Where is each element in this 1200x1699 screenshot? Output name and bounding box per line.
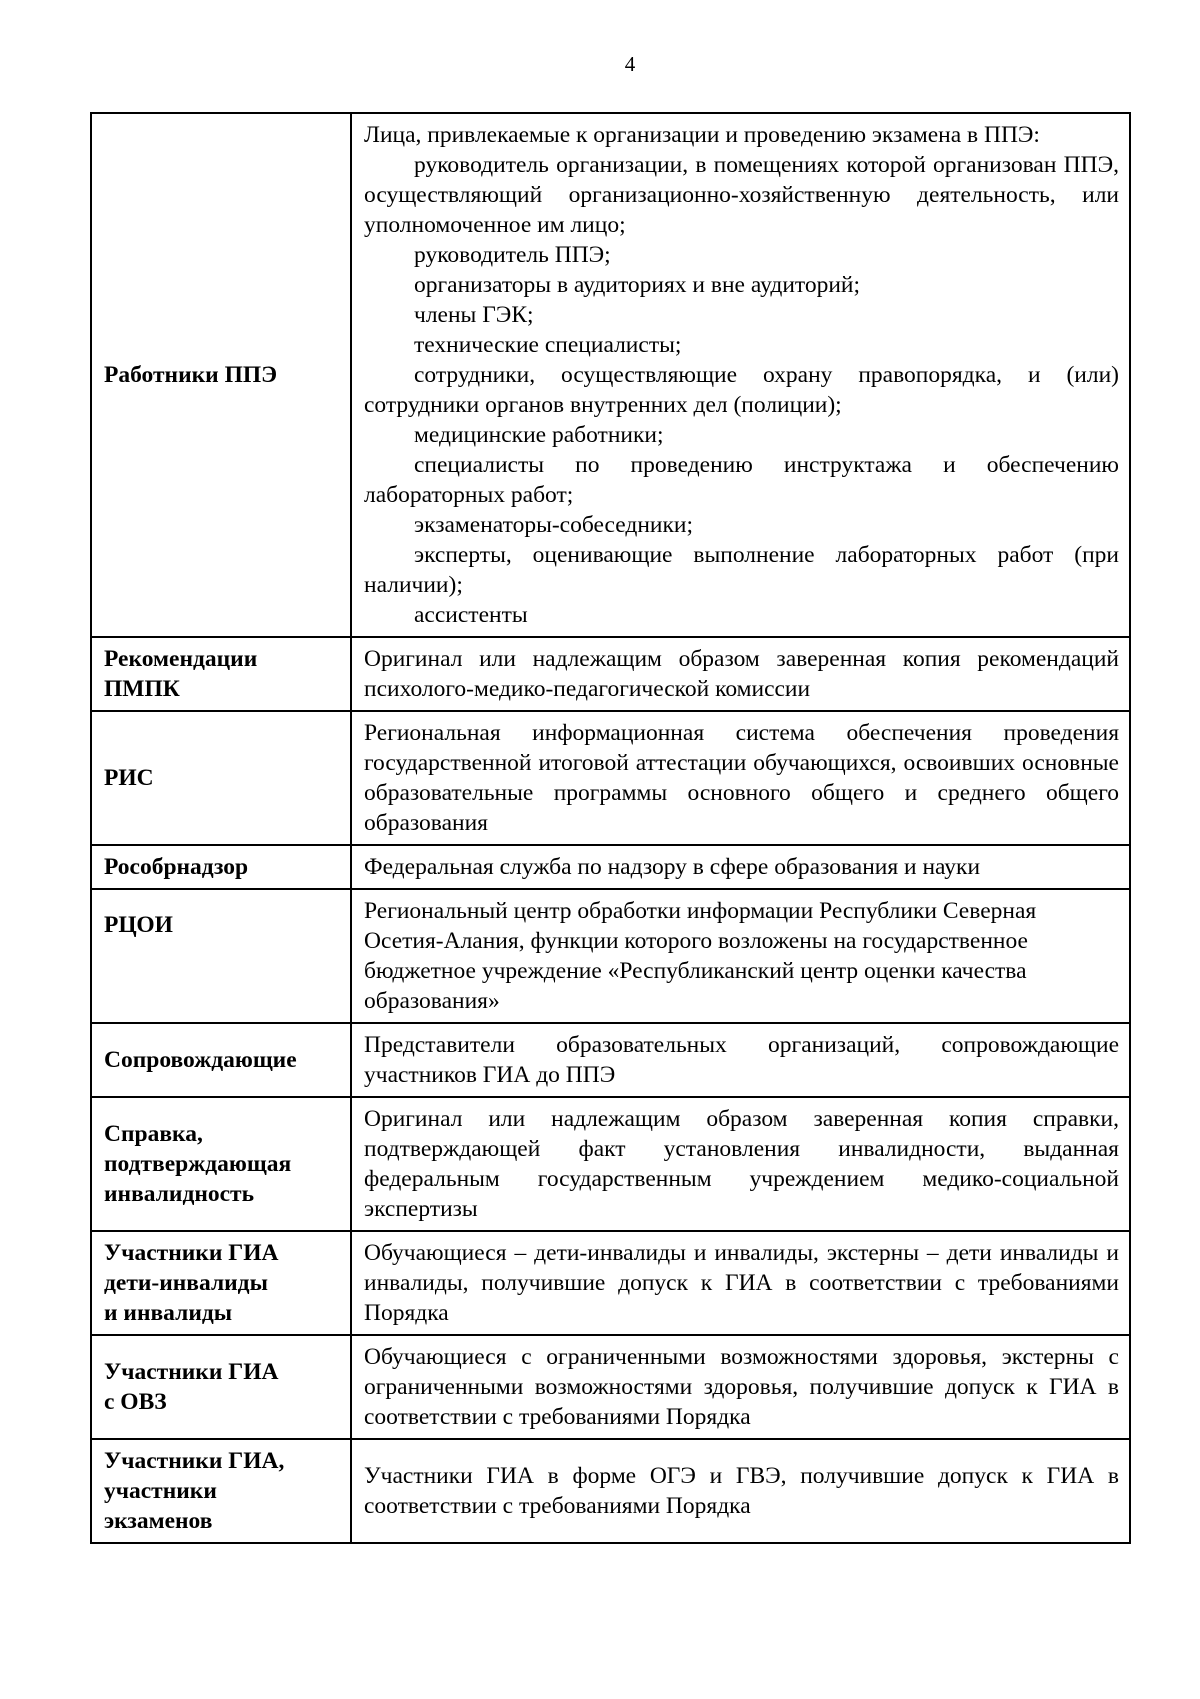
term-cell: [91, 1231, 351, 1335]
table-row: [91, 1335, 1130, 1439]
term-label: Участники ГИА, участники экзаменов: [104, 1448, 285, 1534]
term-cell: [91, 1335, 351, 1439]
table-row: [91, 711, 1130, 845]
definition-cell: Представители образовательных организаций, сопровождающие участников ГИА до ППЭ: [351, 1023, 1130, 1097]
list-item: медицинские работники;: [414, 422, 664, 448]
list-item: руководитель организации, в помещениях которой организован ППЭ, осуществляющий организационно-хозяйственную деятельность, или уполномоченное им лицо;: [364, 152, 1119, 238]
table-row: [91, 113, 1130, 637]
term-label: Справка, подтверждающая инвалидность: [104, 1121, 292, 1207]
term-label: РИС: [104, 765, 154, 791]
table-row: [91, 889, 1130, 1023]
list-item: члены ГЭК;: [414, 302, 534, 328]
list-item: технические специалисты;: [414, 332, 682, 358]
term-cell: [91, 1097, 351, 1231]
table-row: [91, 637, 1130, 711]
definition-cell: Оригинал или надлежащим образом заверенная копия справки, подтверждающей факт установления инвалидности, выданная федеральным государственным учреждением медико-социальной экспертизы: [351, 1097, 1130, 1231]
term-cell: [91, 113, 351, 637]
table-row: [91, 1231, 1130, 1335]
definition-intro: Лица, привлекаемые к организации и проведению экзамена в ППЭ:: [364, 122, 1040, 148]
definition-cell: Обучающиеся – дети-инвалиды и инвалиды, экстерны – дети инвалиды и инвалиды, получившие допуск к ГИА в соответствии с требованиями Порядка: [351, 1231, 1130, 1335]
definition-cell: [351, 113, 1130, 637]
table-row: [91, 1097, 1130, 1231]
term-cell: [91, 889, 351, 1023]
table-row: [91, 1023, 1130, 1097]
term-label: Рособрнадзор: [104, 854, 249, 880]
term-cell: [91, 1023, 351, 1097]
list-item: сотрудники, осуществляющие охрану правопорядка, и (или) сотрудники органов внутренних дел (полиции);: [364, 362, 1119, 418]
definition-cell: Федеральная служба по надзору в сфере образования и науки: [351, 845, 1130, 889]
term-label: Работники ППЭ: [104, 362, 278, 388]
definition-cell: Региональный центр обработки информации Республики Северная Осетия-Алания, функции которого возложены на государственное бюджетное учреждение «Республиканский центр оценки качества образования»: [351, 889, 1130, 1023]
list-item: руководитель ППЭ;: [414, 242, 611, 268]
term-label: Рекомендации ПМПК: [104, 646, 258, 702]
term-label: РЦОИ: [104, 912, 173, 938]
list-item: экзаменаторы-собеседники;: [414, 512, 693, 538]
list-item: эксперты, оценивающие выполнение лабораторных работ (при наличии);: [364, 542, 1119, 598]
term-cell: [91, 711, 351, 845]
definition-cell: Региональная информационная система обеспечения проведения государственной итоговой аттестации обучающихся, освоивших основные образовательные программы основного общего и среднего общего образования: [351, 711, 1130, 845]
list-item: организаторы в аудиториях и вне аудиторий;: [414, 272, 861, 298]
term-label: Сопровождающие: [104, 1047, 297, 1073]
definition-cell: Оригинал или надлежащим образом заверенная копия рекомендаций психолого-медико-педагогической комиссии: [351, 637, 1130, 711]
table-row: [91, 845, 1130, 889]
page-number: 4: [624, 52, 636, 76]
term-label: Участники ГИА с ОВЗ: [104, 1359, 279, 1415]
term-label: Участники ГИА дети-инвалиды и инвалиды: [104, 1240, 279, 1326]
term-cell: [91, 845, 351, 889]
definition-cell: Обучающиеся с ограниченными возможностями здоровья, экстерны с ограниченными возможностями здоровья, получившие допуск к ГИА в соответствии с требованиями Порядка: [351, 1335, 1130, 1439]
glossary-table: [90, 112, 1131, 1544]
term-cell: [91, 1439, 351, 1543]
definition-cell: Участники ГИА в форме ОГЭ и ГВЭ, получившие допуск к ГИА в соответствии с требованиями Порядка: [351, 1439, 1130, 1543]
term-cell: [91, 637, 351, 711]
list-item: ассистенты: [414, 602, 528, 628]
list-item: специалисты по проведению инструктажа и обеспечению лабораторных работ;: [364, 452, 1119, 508]
table-row: [91, 1439, 1130, 1543]
